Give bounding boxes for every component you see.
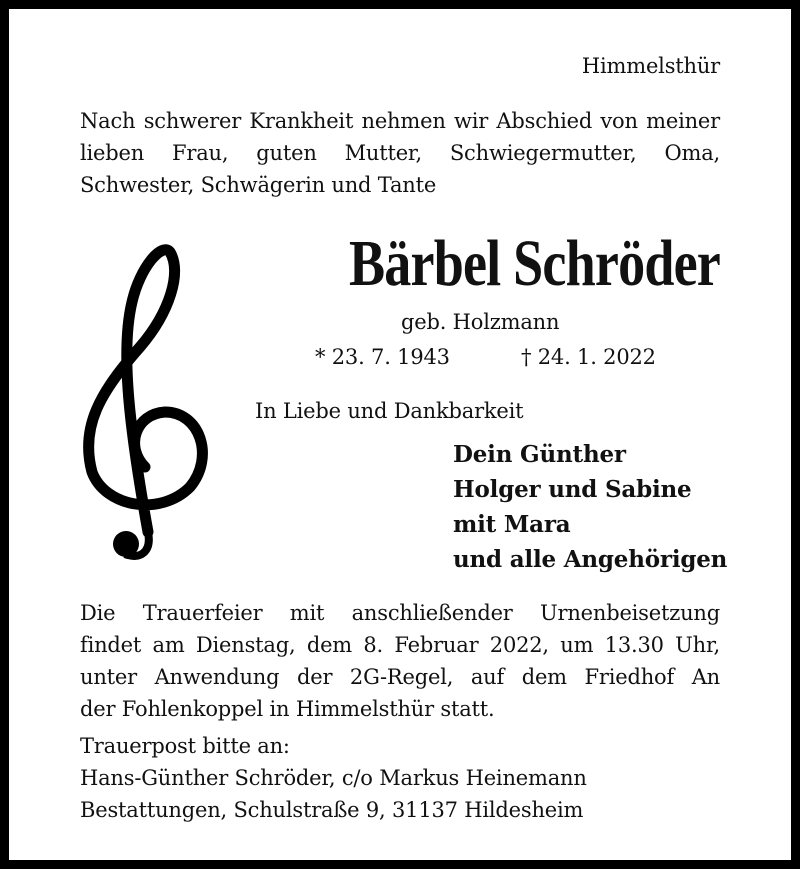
intro-line: Nach schwerer Krankheit nehmen wir Abschied von meiner	[80, 109, 720, 133]
intro-line: lieben Frau, guten Mutter, Schwiegermutter, Oma,	[80, 141, 720, 165]
dedication: In Liebe und Dankbarkeit	[255, 399, 524, 423]
maiden-name: geb. Holzmann	[401, 310, 560, 334]
post-line: Bestattungen, Schulstraße 9, 31137 Hildesheim	[80, 798, 584, 822]
service-line: Die Trauerfeier mit anschließender Urnenbeisetzung	[80, 601, 720, 625]
intro-line: Schwester, Schwägerin und Tante	[80, 173, 437, 197]
mourner-line: Holger und Sabine	[453, 476, 692, 503]
service-info	[80, 597, 720, 725]
deceased-name: Bärbel Schröder	[348, 227, 720, 300]
mourner-line: und alle Angehörigen	[453, 546, 728, 573]
mourners	[453, 437, 727, 577]
service-line: findet am Dienstag, dem 8. Februar 2022, um 13.30 Uhr,	[80, 633, 720, 657]
mourner-line: Dein Günther	[453, 441, 626, 468]
treble-clef-icon	[70, 232, 220, 562]
death-date: † 24. 1. 2022	[521, 345, 656, 369]
mail-address	[80, 730, 587, 826]
mourner-line: mit Mara	[453, 511, 571, 538]
service-line: unter Anwendung der 2G-Regel, auf dem Friedhof An	[80, 665, 720, 689]
post-line: Hans-Günther Schröder, c/o Markus Heinemann	[80, 766, 587, 790]
birth-date: * 23. 7. 1943	[315, 345, 450, 369]
intro-text	[80, 105, 720, 201]
post-line: Trauerpost bitte an:	[80, 734, 290, 758]
place: Himmelsthür	[581, 54, 720, 78]
service-line: der Fohlenkoppel in Himmelsthür statt.	[80, 697, 495, 721]
